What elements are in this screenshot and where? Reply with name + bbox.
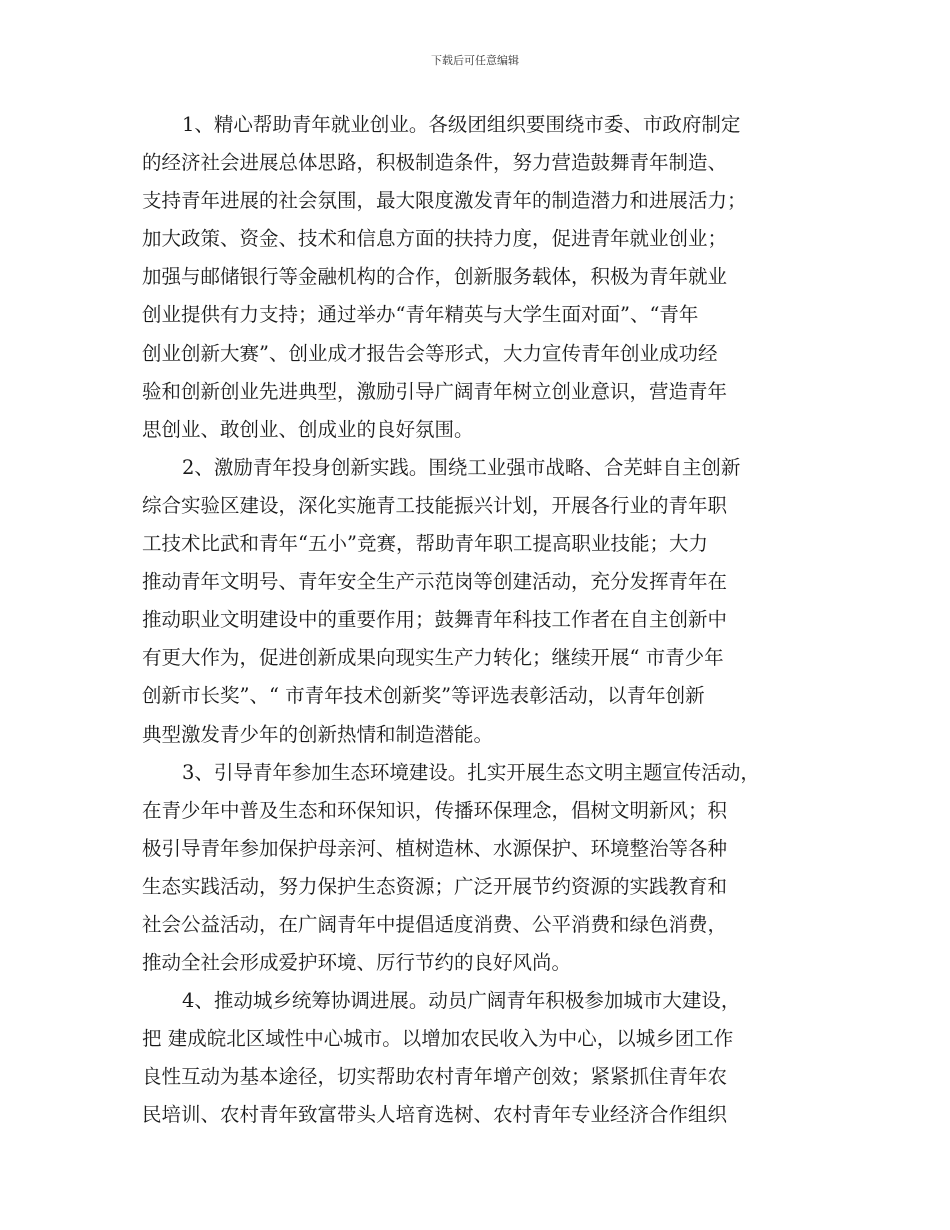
text-line: 支持青年进展的社会氛围，最大限度激发青年的制造潜力和进展活力； [142,189,747,213]
text-line: 创业提供有力支持；通过举办“青年精英与大学生面对面”、“青年 [142,303,699,327]
text-line: 创新市长奖”、“ 市青年技术创新奖”等评选表彰活动，以青年创新 [142,684,705,708]
paragraph-4 [142,982,822,1134]
text-line: 极引导青年参加保护母亲河、植树造林、水源保护、环境整治等各种 [142,836,728,860]
text-line: 验和创新创业先进典型，激励引导广阔青年树立创业意识，营造青年 [142,379,728,403]
text-line: 社会公益活动，在广阔青年中提倡适度消费、公平消费和绿色消费， [142,912,728,936]
paragraph-2 [142,449,822,754]
text-line: 思创业、敢创业、创成业的良好氛围。 [142,417,474,441]
text-line: 2、激励青年投身创新实践。围绕工业强市战略、合芜蚌自主创新 [182,455,741,479]
document-body [142,106,822,1135]
text-line: 工技术比武和青年“五小”竞赛，帮助青年职工提高职业技能；大力 [142,532,708,556]
text-line: 综合实验区建设，深化实施青工技能振兴计划，开展各行业的青年职 [142,493,728,517]
text-line: 把 建成皖北区域性中心城市。以增加农民收入为中心，以城乡团工作 [142,1027,734,1051]
text-line: 良性互动为基本途径，切实帮助农村青年增产创效；紧紧抓住青年农 [142,1065,728,1089]
text-line: 1、精心帮助青年就业创业。各级团组织要围绕市委、市政府制定 [182,113,741,136]
text-line: 创业创新大赛”、创业成才报告会等形式，大力宣传青年创业成功经 [142,341,718,365]
text-line: 加大政策、资金、技术和信息方面的扶持力度，促进青年就业创业； [142,227,728,251]
text-line: 加强与邮储银行等金融机构的合作，创新服务载体，积极为青年就业 [142,265,728,289]
text-line: 典型激发青少年的创新热情和制造潜能。 [142,722,494,746]
paragraph-1 [142,106,822,449]
text-line: 的经济社会进展总体思路，积极制造条件，努力营造鼓舞青年制造、 [142,151,728,175]
text-line: 推动全社会形成爱护环境、厉行节约的良好风尚。 [142,951,572,975]
text-line: 生态实践活动，努力保护生态资源；广泛开展节约资源的实践教育和 [142,874,728,898]
text-line: 有更大作为，促进创新成果向现实生产力转化；继续开展“ 市青少年 [142,646,724,670]
text-line: 推动青年文明号、青年安全生产示范岗等创建活动，充分发挥青年在 [142,570,728,594]
text-line: 推动职业文明建设中的重要作用；鼓舞青年科技工作者在自主创新中 [142,608,728,632]
text-line: 4、推动城乡统筹协调进展。动员广阔青年积极参加城市大建设， [182,989,741,1013]
page-header: 下载后可任意编辑 [431,54,519,67]
paragraph-3 [142,754,822,983]
text-line: 3、引导青年参加生态环境建设。扎实开展生态文明主题宣传活动， [182,760,760,784]
text-line: 在青少年中普及生态和环保知识，传播环保理念，倡树文明新风；积 [142,798,728,822]
text-line: 民培训、农村青年致富带头人培育选树、农村青年专业经济合作组织 [142,1103,728,1127]
